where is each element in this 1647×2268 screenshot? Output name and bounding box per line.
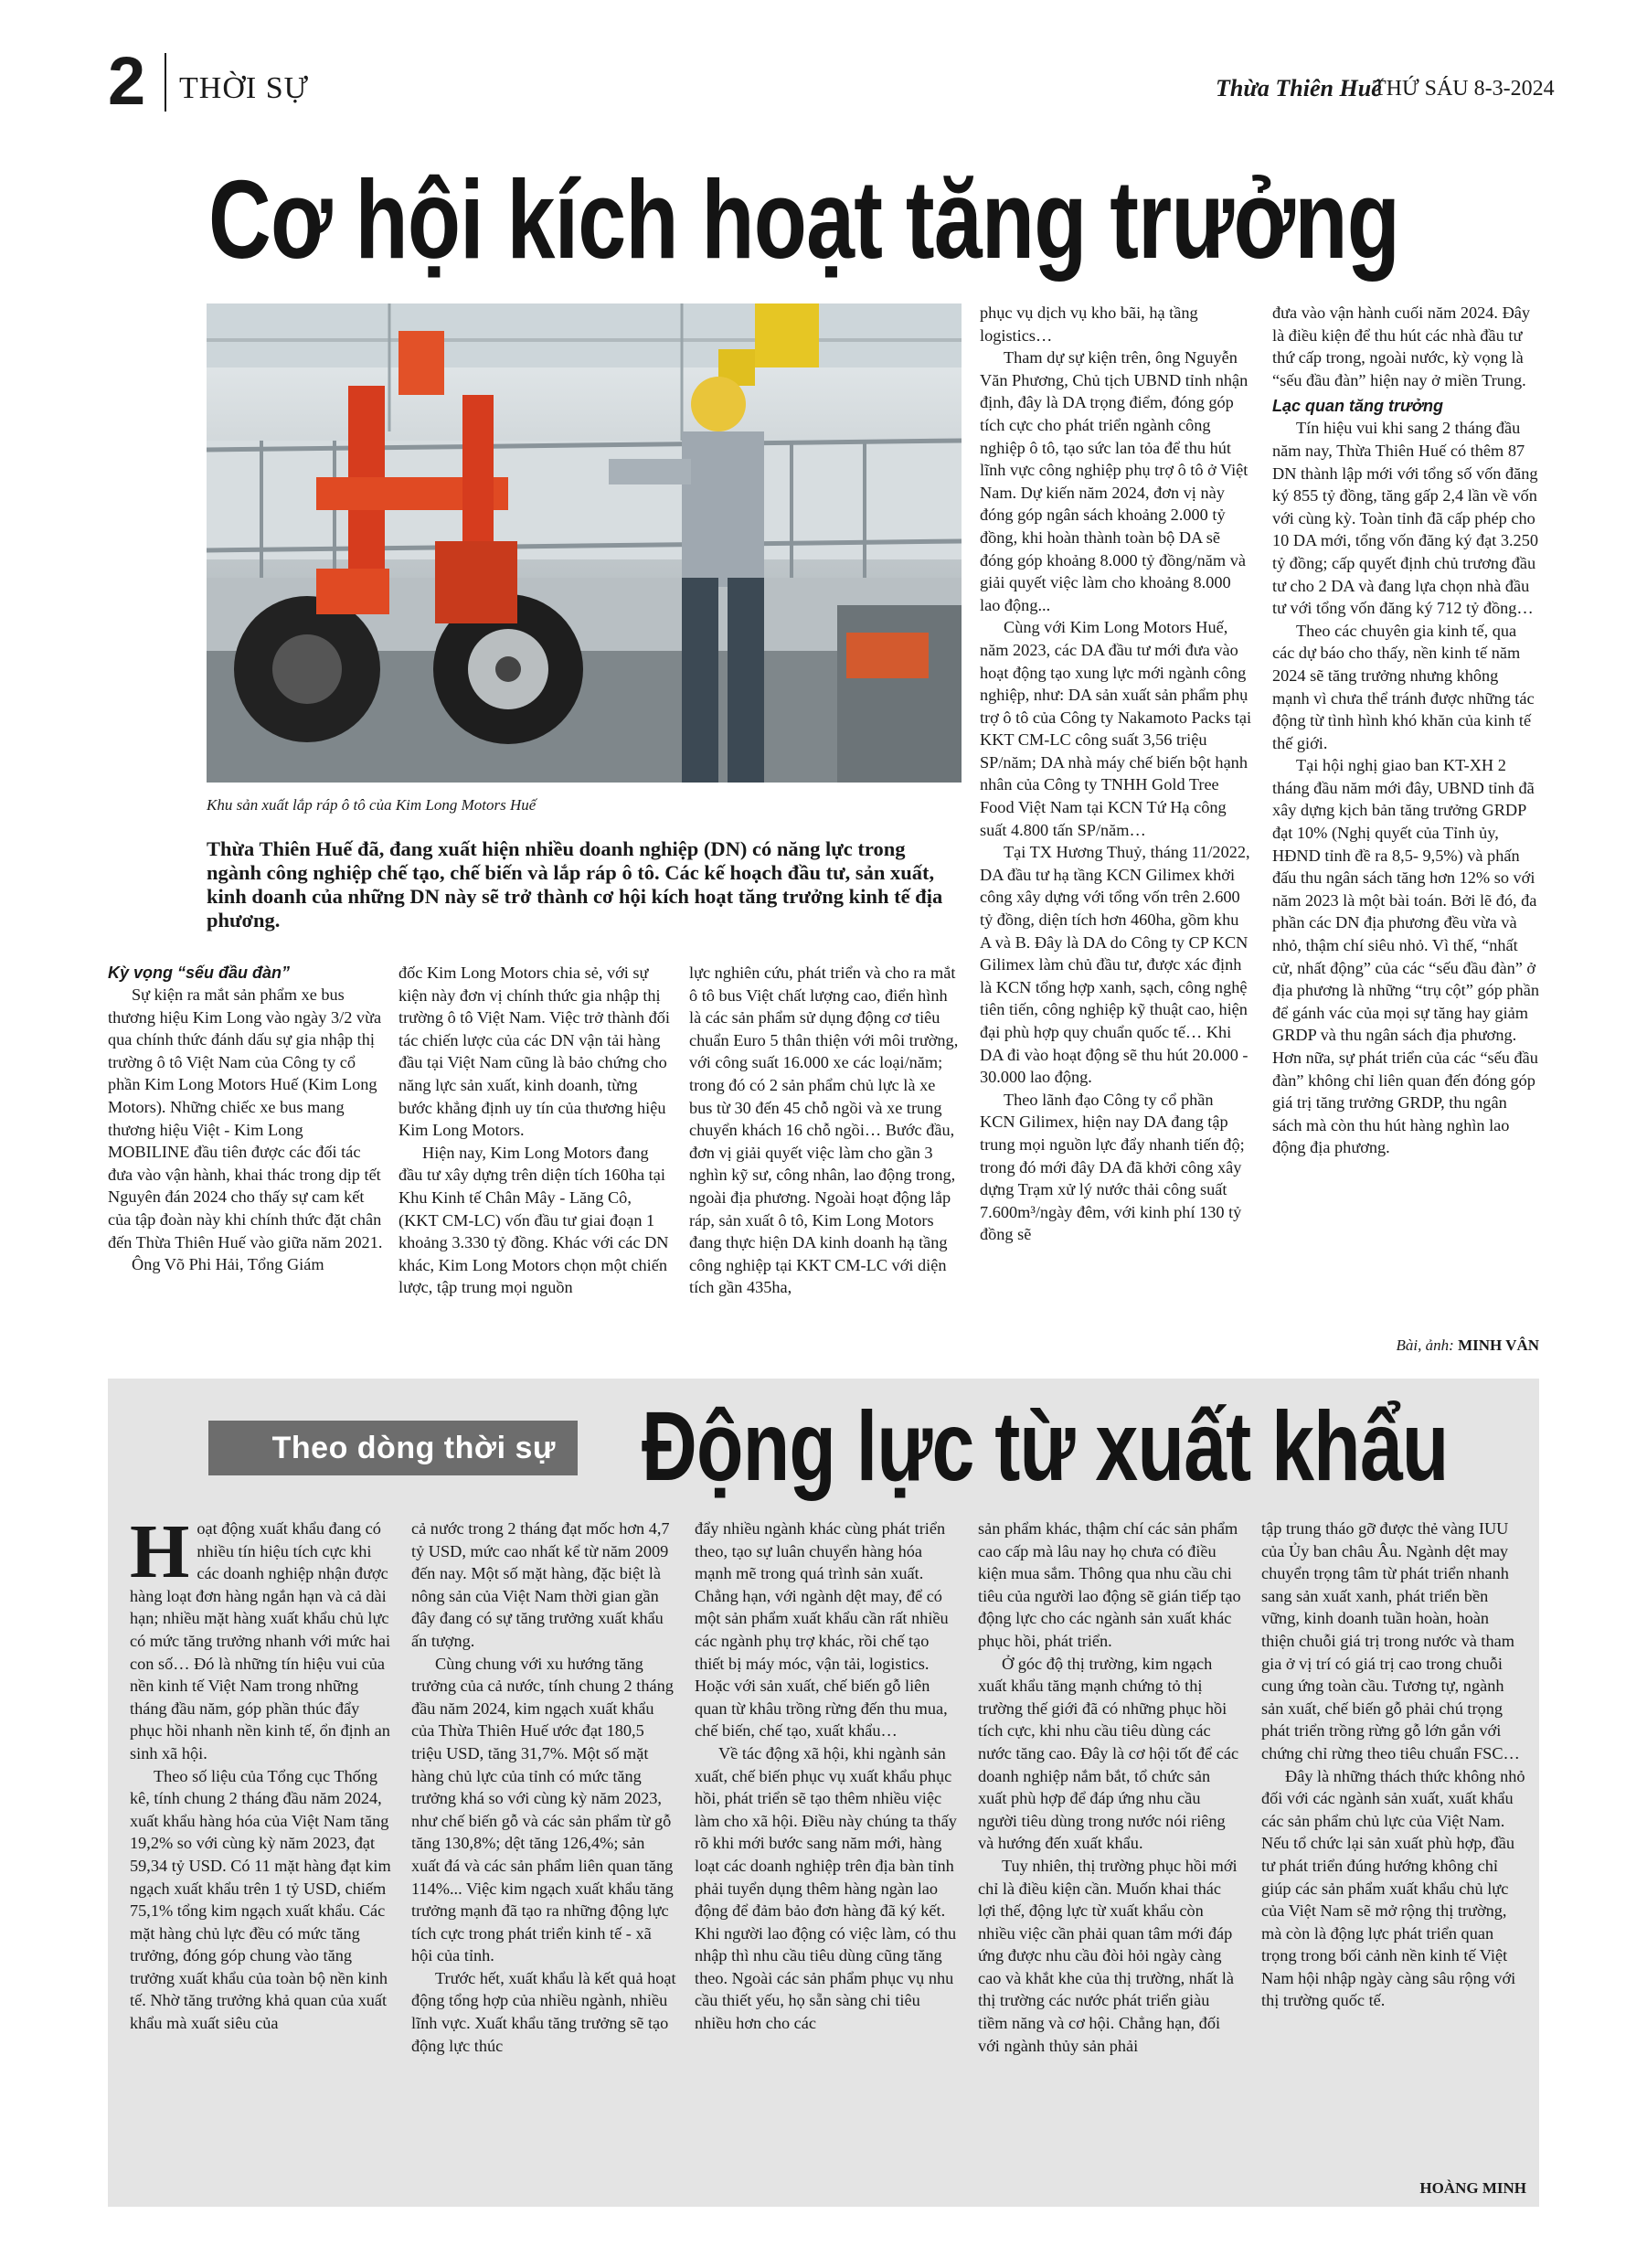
article2-column-4 — [978, 1517, 1243, 2057]
paragraph: Hiện nay, Kim Long Motors đang đầu tư xây dựng trên diện tích 160ha tại Khu Kinh tế Chân Mây - Lăng Cô, (KKT CM-LC) vốn đầu tư giai đoạn 1 khoảng 3.330 tỷ đồng. Khác với các DN khác, Kim Long Motors chọn một chiến lược, tập trung mọi nguồn — [398, 1143, 669, 1297]
article2-headline: Động lực từ xuất khẩu — [642, 1390, 1449, 1501]
subhead-leading-cranes: Kỳ vọng “sếu đầu đàn” — [108, 964, 291, 982]
subhead-optimistic-growth: Lạc quan tăng trưởng — [1272, 397, 1443, 416]
column-tag: Theo dòng thời sự — [271, 1431, 556, 1465]
factory-photo — [207, 303, 962, 783]
paragraph: lực nghiên cứu, phát triển và cho ra mắt ô tô bus Việt chất lượng cao, điển hình là các sản phẩm sử dụng động cơ tiêu chuẩn Euro 5 thân thiện với môi trường, với công suất 16.000 xe các loại/năm; trong đó có 2 sản phẩm chủ lực là xe bus từ 30 đến 45 chỗ ngồi và xe trung chuyển khách 16 chỗ ngồi… Bước đầu, đơn vị giải quyết việc làm cho gần 3 nghìn kỹ sư, công nhân, lao động trong, ngoài địa phương. Ngoài hoạt động lắp ráp, sản xuất ô tô, Kim Long Motors đang thực hiện DA kinh doanh hạ tầng công nghiệp tại KKT CM-LC với diện tích gần 435ha, — [689, 964, 959, 1297]
paragraph: đẩy nhiều ngành khác cùng phát triển theo, tạo sự luân chuyển hàng hóa mạnh mẽ trong quá trình sản xuất. Chẳng hạn, với ngành dệt may, để có một sản phẩm xuất khẩu cần rất nhiều các ngành phụ trợ khác, rồi chế tạo thiết bị máy móc, vận tải, logistics. Hoặc với sản xuất, chế biến gỗ liên quan từ khâu trồng rừng đến thu mua, chế biến, chế tạo, xuất khẩu… — [695, 1519, 949, 1741]
article1-column-3 — [689, 962, 962, 1299]
paragraph: Cùng với Kim Long Motors Huế, năm 2023, các DA đầu tư mới đưa vào hoạt động tạo xung lực mới ngành công nghiệp, như: DA sản xuất sản phẩm phụ trợ ô tô của Công ty Nakamoto Packs tại KKT CM-LC công suất 3,56 triệu SP/năm; DA nhà máy chế biến bột hạnh nhân của Công ty TNHH Gold Tree Food Việt Nam tại KCN Tứ Hạ công suất 4.800 tấn SP/năm… — [980, 618, 1252, 839]
paragraph: Tại hội nghị giao ban KT-XH 2 tháng đầu năm mới đây, UBND tỉnh đã xây dựng kịch bản tăng trưởng GRDP đạt 10% (Nghị quyết của Tỉnh ủy, HĐND tỉnh đề ra 8,5- 9,5%) và phấn đấu thu ngân sách tăng hơn 12% so với năm 2023 là một bài toán. Bởi lẽ đó, đa phần các DN địa phương đều vừa và nhỏ, thậm chí siêu nhỏ. Vì thế, “nhất cử, nhất động” của các “sếu đầu đàn” ở địa phương là những “trụ cột” góp phần để gánh vác của mọi sự tăng hay giảm GRDP và thu ngân sách địa phương. Hơn nữa, sự phát triển của các “sếu đầu đàn” không chỉ liên quan đến đóng góp giá trị tăng trưởng GRDP, thu ngân sách mà còn thu hút hàng nghìn lao động địa phương. — [1272, 756, 1539, 1157]
paragraph: đưa vào vận hành cuối năm 2024. Đây là điều kiện để thu hút các nhà đầu tư thứ cấp trong, ngoài nước, kỳ vọng là “sếu đầu đàn” hiện nay ở miền Trung. — [1272, 303, 1531, 389]
paragraph: Tín hiệu vui khi sang 2 tháng đầu năm nay, Thừa Thiên Huế có thêm 87 DN thành lập mới với tổng số vốn đăng ký 855 tỷ đồng, tăng gấp 2,4 lần về vốn với cùng kỳ. Toàn tỉnh đã cấp phép cho 10 DA mới, tổng vốn đăng ký đạt 3.250 tỷ đồng; cấp quyết định chủ trương đầu tư cho 2 DA và đang lựa chọn nhà đầu tư với tổng vốn đăng ký 712 tỷ đồng… — [1272, 419, 1538, 618]
page-number: 2 — [108, 43, 146, 119]
issue-date: THỨ SÁU 8-3-2024 — [1373, 77, 1555, 101]
paragraph: oạt động xuất khẩu đang có nhiều tín hiệu tích cực khi các doanh nghiệp nhận được hàng loạt đơn hàng ngắn hạn và cả dài hạn; nhiều mặt hàng xuất khẩu chủ lực có mức tăng trưởng nhanh với mức hai con số… Đó là những tín hiệu vui của nền kinh tế Việt Nam trong những tháng đầu năm, góp phần thúc đẩy phục hồi nhanh nền kinh tế, ổn định an sinh xã hội. — [130, 1519, 391, 1762]
section-name: THỜI SỰ — [179, 71, 309, 105]
paragraph: sản phẩm khác, thậm chí các sản phẩm cao cấp mà lâu nay họ chưa có điều kiện mua sắm. Thông qua nhu cầu chi tiêu của người lao động sẽ gián tiếp tạo động lực cho các ngành sản xuất khác phục hồi, phát triển. — [978, 1519, 1241, 1650]
paragraph: Ông Võ Phi Hải, Tổng Giám — [132, 1255, 324, 1274]
newspaper-name: Thừa Thiên Huế — [1216, 75, 1382, 101]
article1-column-1 — [108, 962, 384, 1276]
paragraph: Tại TX Hương Thuỷ, tháng 11/2022, DA đầu tư hạ tầng KCN Gilimex khởi công xây dựng với tổng vốn trên 2.600 tỷ đồng, diện tích hơn 460ha, gồm khu A và B. Đây là DA do Công ty CP KCN Gilimex làm chủ đầu tư, được xác định là KCN tổng hợp xanh, sạch, công nghệ tiên tiến, công nghiệp kỹ thuật cao, hiện đại phù hợp quy chuẩn quốc tế… Khi DA đi vào hoạt động sẽ thu hút 20.000 - 30.000 lao động. — [980, 843, 1250, 1087]
paragraph: tập trung tháo gỡ được thẻ vàng IUU của Ủy ban châu Âu. Ngành dệt may chuyển trọng tâm từ phát triển nhanh sang sản xuất xanh, phát triển bền vững, kinh doanh tuần hoàn, hoàn thiện chuỗi giá trị trong nước và tham gia ở vị trí có giá trị cao trong chuỗi cung ứng toàn cầu. Tương tự, ngành sản xuất, chế biến gỗ phải chú trọng phát triển trồng rừng gỗ lớn gắn với chứng chỉ rừng theo tiêu chuẩn FSC… — [1261, 1519, 1520, 1762]
paragraph: Về tác động xã hội, khi ngành sản xuất, chế biến phục vụ xuất khẩu phục hồi, phát triển sẽ tạo thêm nhiều việc làm cho xã hội. Điều này chúng ta thấy rõ khi mới bước sang năm mới, hàng loạt các doanh nghiệp trên địa bàn tỉnh phải tuyển dụng thêm hàng ngàn lao động để đảm bảo đơn hàng đã ký kết. Khi người lao động có việc làm, có thu nhập thì nhu cầu tiêu dùng cũng tăng theo. Ngoài các sản phẩm phục vụ nhu cầu thiết yếu, họ sẵn sàng chi tiêu nhiều hơn cho các — [695, 1743, 957, 2033]
paragraph: đốc Kim Long Motors chia sẻ, với sự kiện này đơn vị chính thức gia nhập thị trường ô tô Việt Nam. Việc trở thành đối tác chiến lược của các DN vận tải hàng đầu tại Việt Nam cũng là bảo chứng cho năng lực sản xuất, kinh doanh, từng bước khẳng định uy tín của thương hiệu Kim Long Motors. — [398, 964, 670, 1140]
article2-column-3 — [695, 1517, 960, 2035]
article2-column-1 — [130, 1509, 395, 2035]
paragraph: Theo lãnh đạo Công ty cổ phần KCN Gilimex, hiện nay DA đang tập trung mọi nguồn lực đẩy nhanh tiến độ; trong đó mới đây DA đã khởi công xây dựng Trạm xử lý nước thải công suất 7.600m³/ngày đêm, với kinh phí 130 tỷ đồng sẽ — [980, 1090, 1245, 1244]
header-divider — [165, 53, 166, 112]
paragraph: phục vụ dịch vụ kho bãi, hạ tầng logistics… — [980, 303, 1198, 345]
paragraph: Cùng chung với xu hướng tăng trưởng của cả nước, tính chung 2 tháng đầu năm 2024, kim ngạch xuất khẩu của Thừa Thiên Huế ước đạt 180,5 triệu USD, tăng 31,7%. Một số mặt hàng chủ lực của tỉnh có mức tăng trưởng khá so với cùng kỳ năm 2023, như chế biến gỗ và các sản phẩm từ gỗ tăng 130,8%; dệt tăng 126,4%; sản xuất đá và các sản phẩm liên quan tăng 114%... Việc kim ngạch xuất khẩu tăng trưởng mạnh đã tạo ra những động lực tích cực trong phát triển kinh tế - xã hội của tỉnh. — [411, 1654, 674, 1965]
article2-author: HOÀNG MINH — [1419, 2179, 1526, 2197]
article2-column-2 — [411, 1517, 676, 2057]
paragraph: Ở góc độ thị trường, kim ngạch xuất khẩu tăng mạnh chứng tỏ thị trường thế giới đã có những phục hồi tích cực, khi nhu cầu tiêu dùng các nước tăng cao. Đây là cơ hội tốt để các doanh nghiệp nắm bắt, tổ chức sản xuất phù hợp để đáp ứng nhu cầu người tiêu dùng trong nước nói riêng và hướng đến xuất khẩu. — [978, 1654, 1239, 1853]
article1-headline: Cơ hội kích hoạt tăng trưởng — [208, 157, 1400, 282]
byline-name: MINH VÂN — [1458, 1336, 1539, 1354]
article1-column-2 — [398, 962, 673, 1299]
photo-caption: Khu sản xuất lắp ráp ô tô của Kim Long Motors Huế — [207, 796, 537, 814]
article1-column-5 — [1272, 302, 1539, 1159]
paragraph: Tham dự sự kiện trên, ông Nguyễn Văn Phương, Chủ tịch UBND tỉnh nhận định, đây là DA trọng điểm, đóng góp tích cực cho phát triển ngành công nghiệp ô tô, tạo sức lan tỏa để thu hút lĩnh vực công nghiệp phụ trợ ô tô ở Việt Nam. Dự kiến năm 2024, đơn vị này đóng góp ngân sách khoảng 2.000 tỷ đồng, khi hoàn thành toàn bộ DA sẽ đóng góp khoảng 8.000 tỷ đồng/năm và giải quyết việc làm cho khoảng 8.000 lao động... — [980, 348, 1249, 614]
article2-column-5 — [1261, 1517, 1526, 2012]
paragraph: Tuy nhiên, thị trường phục hồi mới chỉ là điều kiện cần. Muốn khai thác lợi thế, động lực từ xuất khẩu còn nhiều việc cần phải quan tâm mới đáp ứng được nhu cầu đòi hỏi ngày càng cao và khắt khe của thị trường, nhất là thị trường các nước phát triển giàu tiềm năng và cơ hội. Chẳng hạn, đối với ngành thủy sản phải — [978, 1856, 1238, 2055]
paragraph: Sự kiện ra mắt sản phẩm xe bus thương hiệu Kim Long vào ngày 3/2 vừa qua chính thức đánh dấu sự gia nhập thị trường ô tô Việt Nam của Công ty cổ phần Kim Long Motors Huế (Kim Long Motors). Những chiếc xe bus mang thương hiệu Việt - Kim Long MOBILINE đầu tiên được các đối tác đưa vào vận hành, khai thác trong dịp tết Nguyên đán 2024 cho thấy sự cam kết của tập đoàn này khi chính thức đặt chân đến Thừa Thiên Huế vào giữa năm 2021. — [108, 985, 383, 1251]
article1-byline — [1272, 1336, 1539, 1355]
paragraph: Đây là những thách thức không nhỏ đối với các ngành sản xuất, xuất khẩu các sản phẩm chủ lực của Việt Nam. Nếu tổ chức lại sản xuất phù hợp, đầu tư phát triển đúng hướng không chỉ giúp các sản phẩm xuất khẩu chủ lực của Việt Nam sẽ mở rộng thị trường, mà còn là động lực phát triển quan trọng trong bối cảnh nền kinh tế Việt Nam hội nhập ngày càng sâu rộng với thị trường quốc tế. — [1261, 1766, 1525, 2010]
dropcap: H — [130, 1509, 190, 1594]
article1-column-4 — [980, 302, 1252, 1246]
paragraph: Trước hết, xuất khẩu là kết quả hoạt động tổng hợp của nhiều ngành, nhiều lĩnh vực. Xuất khẩu tăng trưởng sẽ tạo động lực thúc — [411, 1968, 676, 2055]
article1-lead: Thừa Thiên Huế đã, đang xuất hiện nhiều doanh nghiệp (DN) có năng lực trong ngành công nghiệp chế tạo, chế biến và lắp ráp ô tô. Các kế hoạch đầu tư, sản xuất, kinh doanh của những DN này sẽ trở thành cơ hội kích hoạt tăng trưởng kinh tế địa phương. — [207, 837, 943, 932]
paragraph: cả nước trong 2 tháng đạt mốc hơn 4,7 tỷ USD, mức cao nhất kể từ năm 2009 đến nay. Một số mặt hàng, đặc biệt là nông sản của Việt Nam thời gian gần đây đang có sự tăng trưởng xuất khẩu ấn tượng. — [411, 1519, 670, 1650]
paragraph: Theo các chuyên gia kinh tế, qua các dự báo cho thấy, nền kinh tế năm 2024 sẽ tăng trưởng nhưng không mạnh vì chưa thể tránh được những tác động từ tình hình khó khăn của kinh tế thế giới. — [1272, 621, 1535, 752]
byline-label: Bài, ảnh: — [1396, 1336, 1454, 1354]
paragraph: Theo số liệu của Tổng cục Thống kê, tính chung 2 tháng đầu năm 2024, xuất khẩu hàng hóa của Việt Nam tăng 19,2% so với cùng kỳ năm 2023, đạt 59,34 tỷ USD. Có 11 mặt hàng đạt kim ngạch xuất khẩu trên 1 tỷ USD, chiếm 75,1% tổng kim ngạch xuất khẩu. Các mặt hàng chủ lực đều có mức tăng trưởng, đóng góp chung vào tăng trưởng xuất khẩu của toàn bộ nền kinh tế. Nhờ tăng trưởng khả quan của xuất khẩu mà xuất siêu của — [130, 1766, 391, 2033]
